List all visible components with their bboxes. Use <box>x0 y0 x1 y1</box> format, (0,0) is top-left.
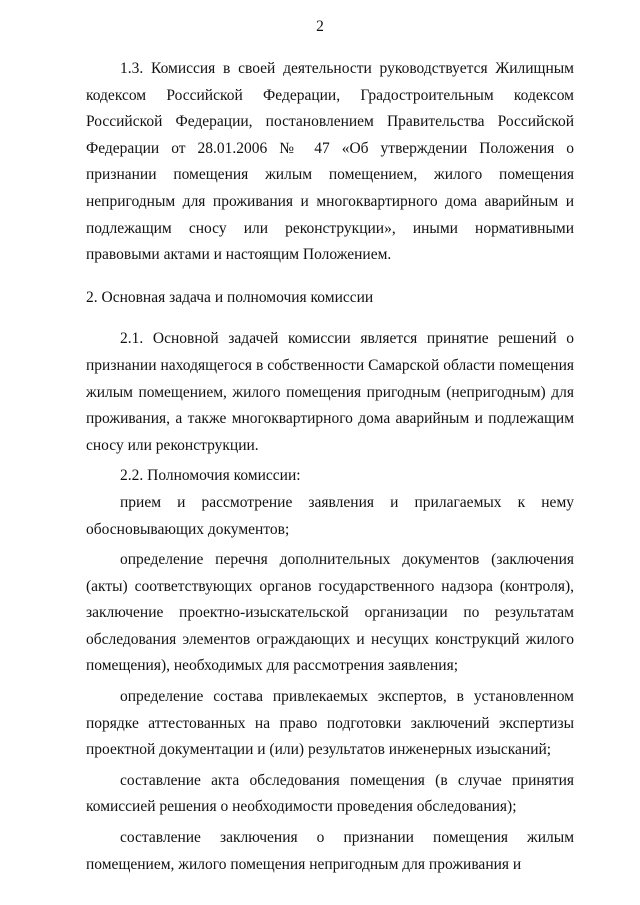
authority-item-4: составление акта обследования помещения (в случае принятия комиссией решения о необходимости проведения обследования); <box>86 771 574 816</box>
paragraph-2-1: 2.1. Основной задачей комиссии является принятие решений о признании находящегося в собственности Самарской области помещения жилым помещением, жилого помещения пригодным (непригодным) для проживания, а также многоквартирного дома аварийным и подлежащим сносу или реконструкции. <box>86 330 574 454</box>
authority-item-3: определение состава привлекаемых экспертов, в установленном порядке аттестованных на право подготовки заключений экспертизы проектной документации и (или) результатов инженерных изысканий; <box>86 688 574 759</box>
paragraph-1-3: 1.3. Комиссия в своей деятельности руководствуется Жилищным кодексом Российской Федерации, Градостроительным кодексом Российской Федерации, постановлением Правительства Российской Федерации от 28.01.2006 № 47 «Об утверждении Положения о признании помещения жилым помещением, жилого помещения непригодным для проживания и многоквартирного дома аварийным и подлежащим сносу или реконструкции», иными нормативными правовыми актами и настоящим Положением. <box>86 60 574 264</box>
document-body <box>86 56 574 878</box>
section-2-heading: 2. Основная задача и полномочия комиссии <box>86 288 374 306</box>
paragraph-2-2: 2.2. Полномочия комиссии: <box>120 467 301 485</box>
page-number: 2 <box>316 18 324 35</box>
authority-item-1: прием и рассмотрение заявления и прилагаемых к нему обосновывающих документов; <box>86 493 574 538</box>
authority-item-2: определение перечня дополнительных документов (заключения (акты) соответствующих органов государственного надзора (контроля), заключение проектно-изыскательской организации по результатам обследования элементов ограждающих и несущих конструкций жилого помещения), необходимых для рассмотрения заявления; <box>86 551 574 675</box>
authority-item-5: составление заключения о признании помещения жилым помещением, жилого помещения непригодным для проживания и <box>86 829 574 873</box>
